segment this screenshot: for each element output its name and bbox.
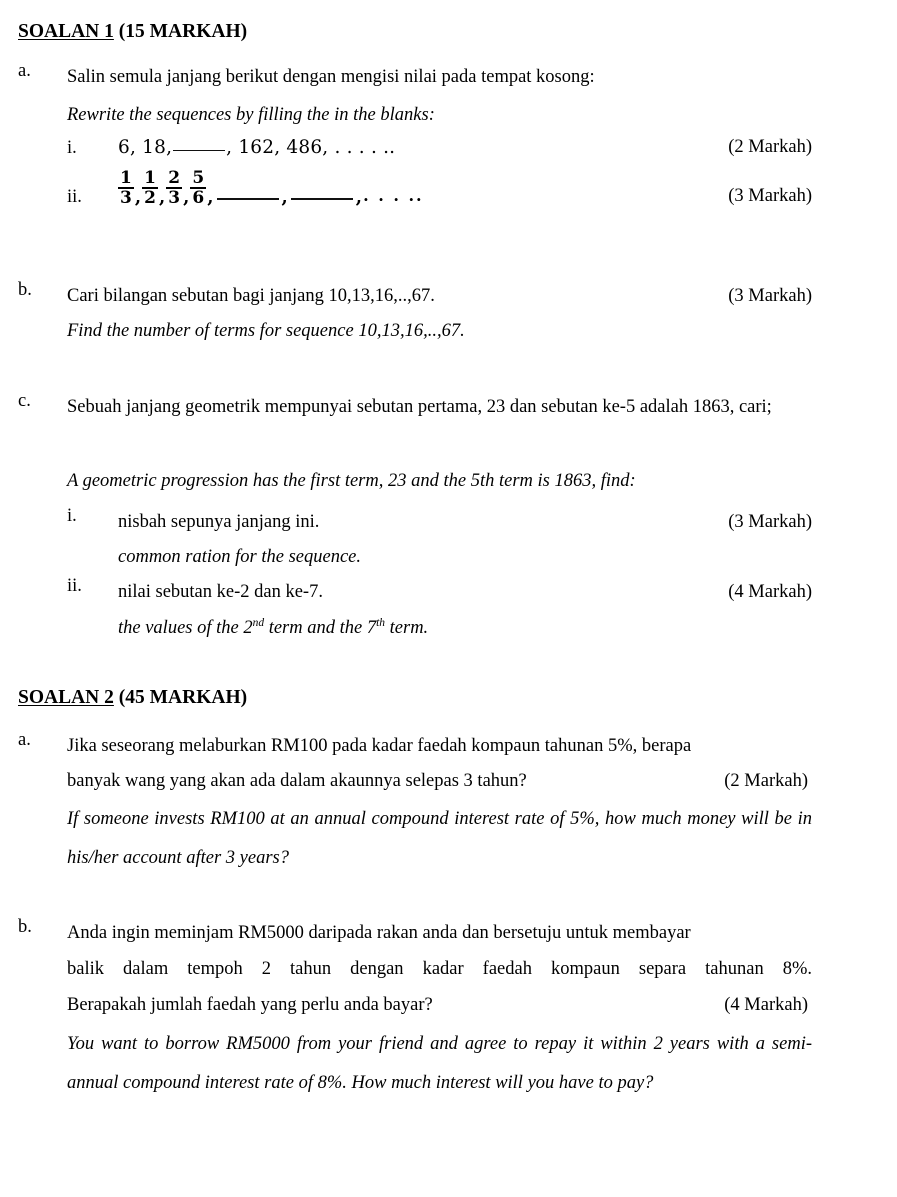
question-1c-text-malay: Sebuah janjang geometrik mempunyai sebutan pertama, 23 dan sebutan ke-5 adalah 1863, cari; [67, 397, 772, 417]
fraction-numerator: 5 [192, 168, 205, 188]
question-1b-marker: b. [18, 280, 32, 300]
section-heading-soalan-1-marks: (15 MARKAH) [113, 21, 248, 42]
question-2b-marker: b. [18, 917, 32, 937]
answer-blank[interactable] [291, 198, 353, 200]
ordinal-suffix-nd: nd [252, 616, 265, 629]
fraction-denominator: 3 [120, 188, 132, 209]
sequence-suffix: , 162, 486, . . . . .. [226, 137, 396, 158]
english-part-1: the values of the 2 [118, 618, 253, 638]
answer-blank[interactable] [217, 198, 279, 200]
fraction-separator: , [134, 186, 142, 208]
sequence-prefix: 6, 18, [118, 137, 173, 158]
fraction-separator: , [183, 186, 190, 208]
question-1c-ii-text-malay: nilai sebutan ke-2 dan ke-7. [118, 582, 323, 602]
question-1a-ii-marker: ii. [67, 187, 82, 207]
fraction-separator: , [207, 186, 214, 208]
question-2b-marks: (4 Markah) [724, 995, 808, 1015]
section-heading-soalan-2-marks: (45 MARKAH) [113, 687, 248, 708]
ordinal-suffix-th: th [376, 616, 386, 629]
question-2a-text-malay-line-1: Jika seseorang melaburkan RM100 pada kadar faedah kompaun tahunan 5%, berapa [67, 736, 692, 756]
question-1a-text-english: Rewrite the sequences by filling the in the blanks: [67, 105, 435, 125]
question-2a-marks: (2 Markah) [724, 771, 808, 791]
section-heading-soalan-2 [18, 688, 247, 708]
question-1c-i-marker: i. [67, 506, 77, 526]
question-1c-i-marks: (3 Markah) [728, 512, 812, 532]
fraction-1 [118, 169, 134, 208]
fraction-numerator: 1 [144, 168, 156, 188]
fraction-separator: , [355, 186, 363, 208]
question-2b-text-malay-line-2: balik dalam tempoh 2 tahun dengan kadar faedah kompaun separa tahunan 8%. [67, 959, 812, 979]
question-1c-ii-text-english [118, 609, 638, 648]
fraction-separator: , [281, 186, 288, 208]
question-2b-text-english: You want to borrow RM5000 from your friend and agree to repay it within 2 years with a semi-annual compound interest rate of 8%. How much interest will you have to pay? [67, 1034, 812, 1093]
section-heading-soalan-1-label: SOALAN 1 [18, 21, 114, 42]
question-1a-i-marker: i. [67, 138, 77, 158]
question-1b-text-english: Find the number of terms for sequence 10,13,16,..,67. [67, 321, 465, 341]
question-1b-marks: (3 Markah) [728, 286, 812, 306]
fraction-2 [142, 169, 158, 208]
question-2a-text-english: If someone invests RM100 at an annual compound interest rate of 5%, how much money will be in his/her account after 3 years? [67, 809, 812, 868]
answer-blank[interactable] [173, 150, 225, 151]
section-heading-soalan-2-label: SOALAN 2 [18, 687, 114, 708]
fraction-denominator: 6 [192, 188, 205, 209]
ellipsis: . . . .. [363, 186, 424, 206]
fraction-numerator: 2 [168, 168, 181, 188]
section-heading-soalan-1 [18, 22, 247, 42]
question-1c-i-text-malay: nisbah sepunya janjang ini. [118, 512, 320, 532]
fraction-separator: , [158, 186, 166, 208]
question-1c-text-english: A geometric progression has the first term, 23 and the 5th term is 1863, find: [67, 471, 636, 491]
english-part-3: term. [385, 618, 429, 638]
question-2a-marker: a. [18, 730, 31, 750]
question-1a-ii-marks: (3 Markah) [728, 186, 812, 206]
fraction-3 [166, 169, 182, 208]
question-1a-marker: a. [18, 61, 31, 81]
question-2a-text-malay-line-2: banyak wang yang akan ada dalam akaunnya selepas 3 tahun? [67, 771, 527, 791]
question-1a-i-marks: (2 Markah) [728, 137, 812, 157]
question-1a-i-sequence [118, 135, 395, 161]
question-2b-text-malay-line-3: Berapakah jumlah faedah yang perlu anda bayar? [67, 995, 433, 1015]
question-1a-text-malay: Salin semula janjang berikut dengan mengisi nilai pada tempat kosong: [67, 67, 595, 87]
question-1a-ii-sequence [118, 170, 424, 209]
fraction-4 [190, 169, 206, 208]
question-1c-ii-marker: ii. [67, 576, 82, 596]
english-part-2: term and the 7 [264, 618, 377, 638]
question-1b-text-malay: Cari bilangan sebutan bagi janjang 10,13,16,..,67. [67, 286, 435, 306]
fraction-denominator: 2 [144, 188, 156, 209]
question-2b-text-malay-line-1: Anda ingin meminjam RM5000 daripada rakan anda dan bersetuju untuk membayar [67, 923, 691, 943]
question-1c-ii-marks: (4 Markah) [728, 582, 812, 602]
question-1c-marker: c. [18, 391, 31, 411]
fraction-numerator: 1 [120, 168, 132, 188]
fraction-denominator: 3 [168, 188, 181, 209]
question-1c-i-text-english: common ration for the sequence. [118, 547, 362, 567]
